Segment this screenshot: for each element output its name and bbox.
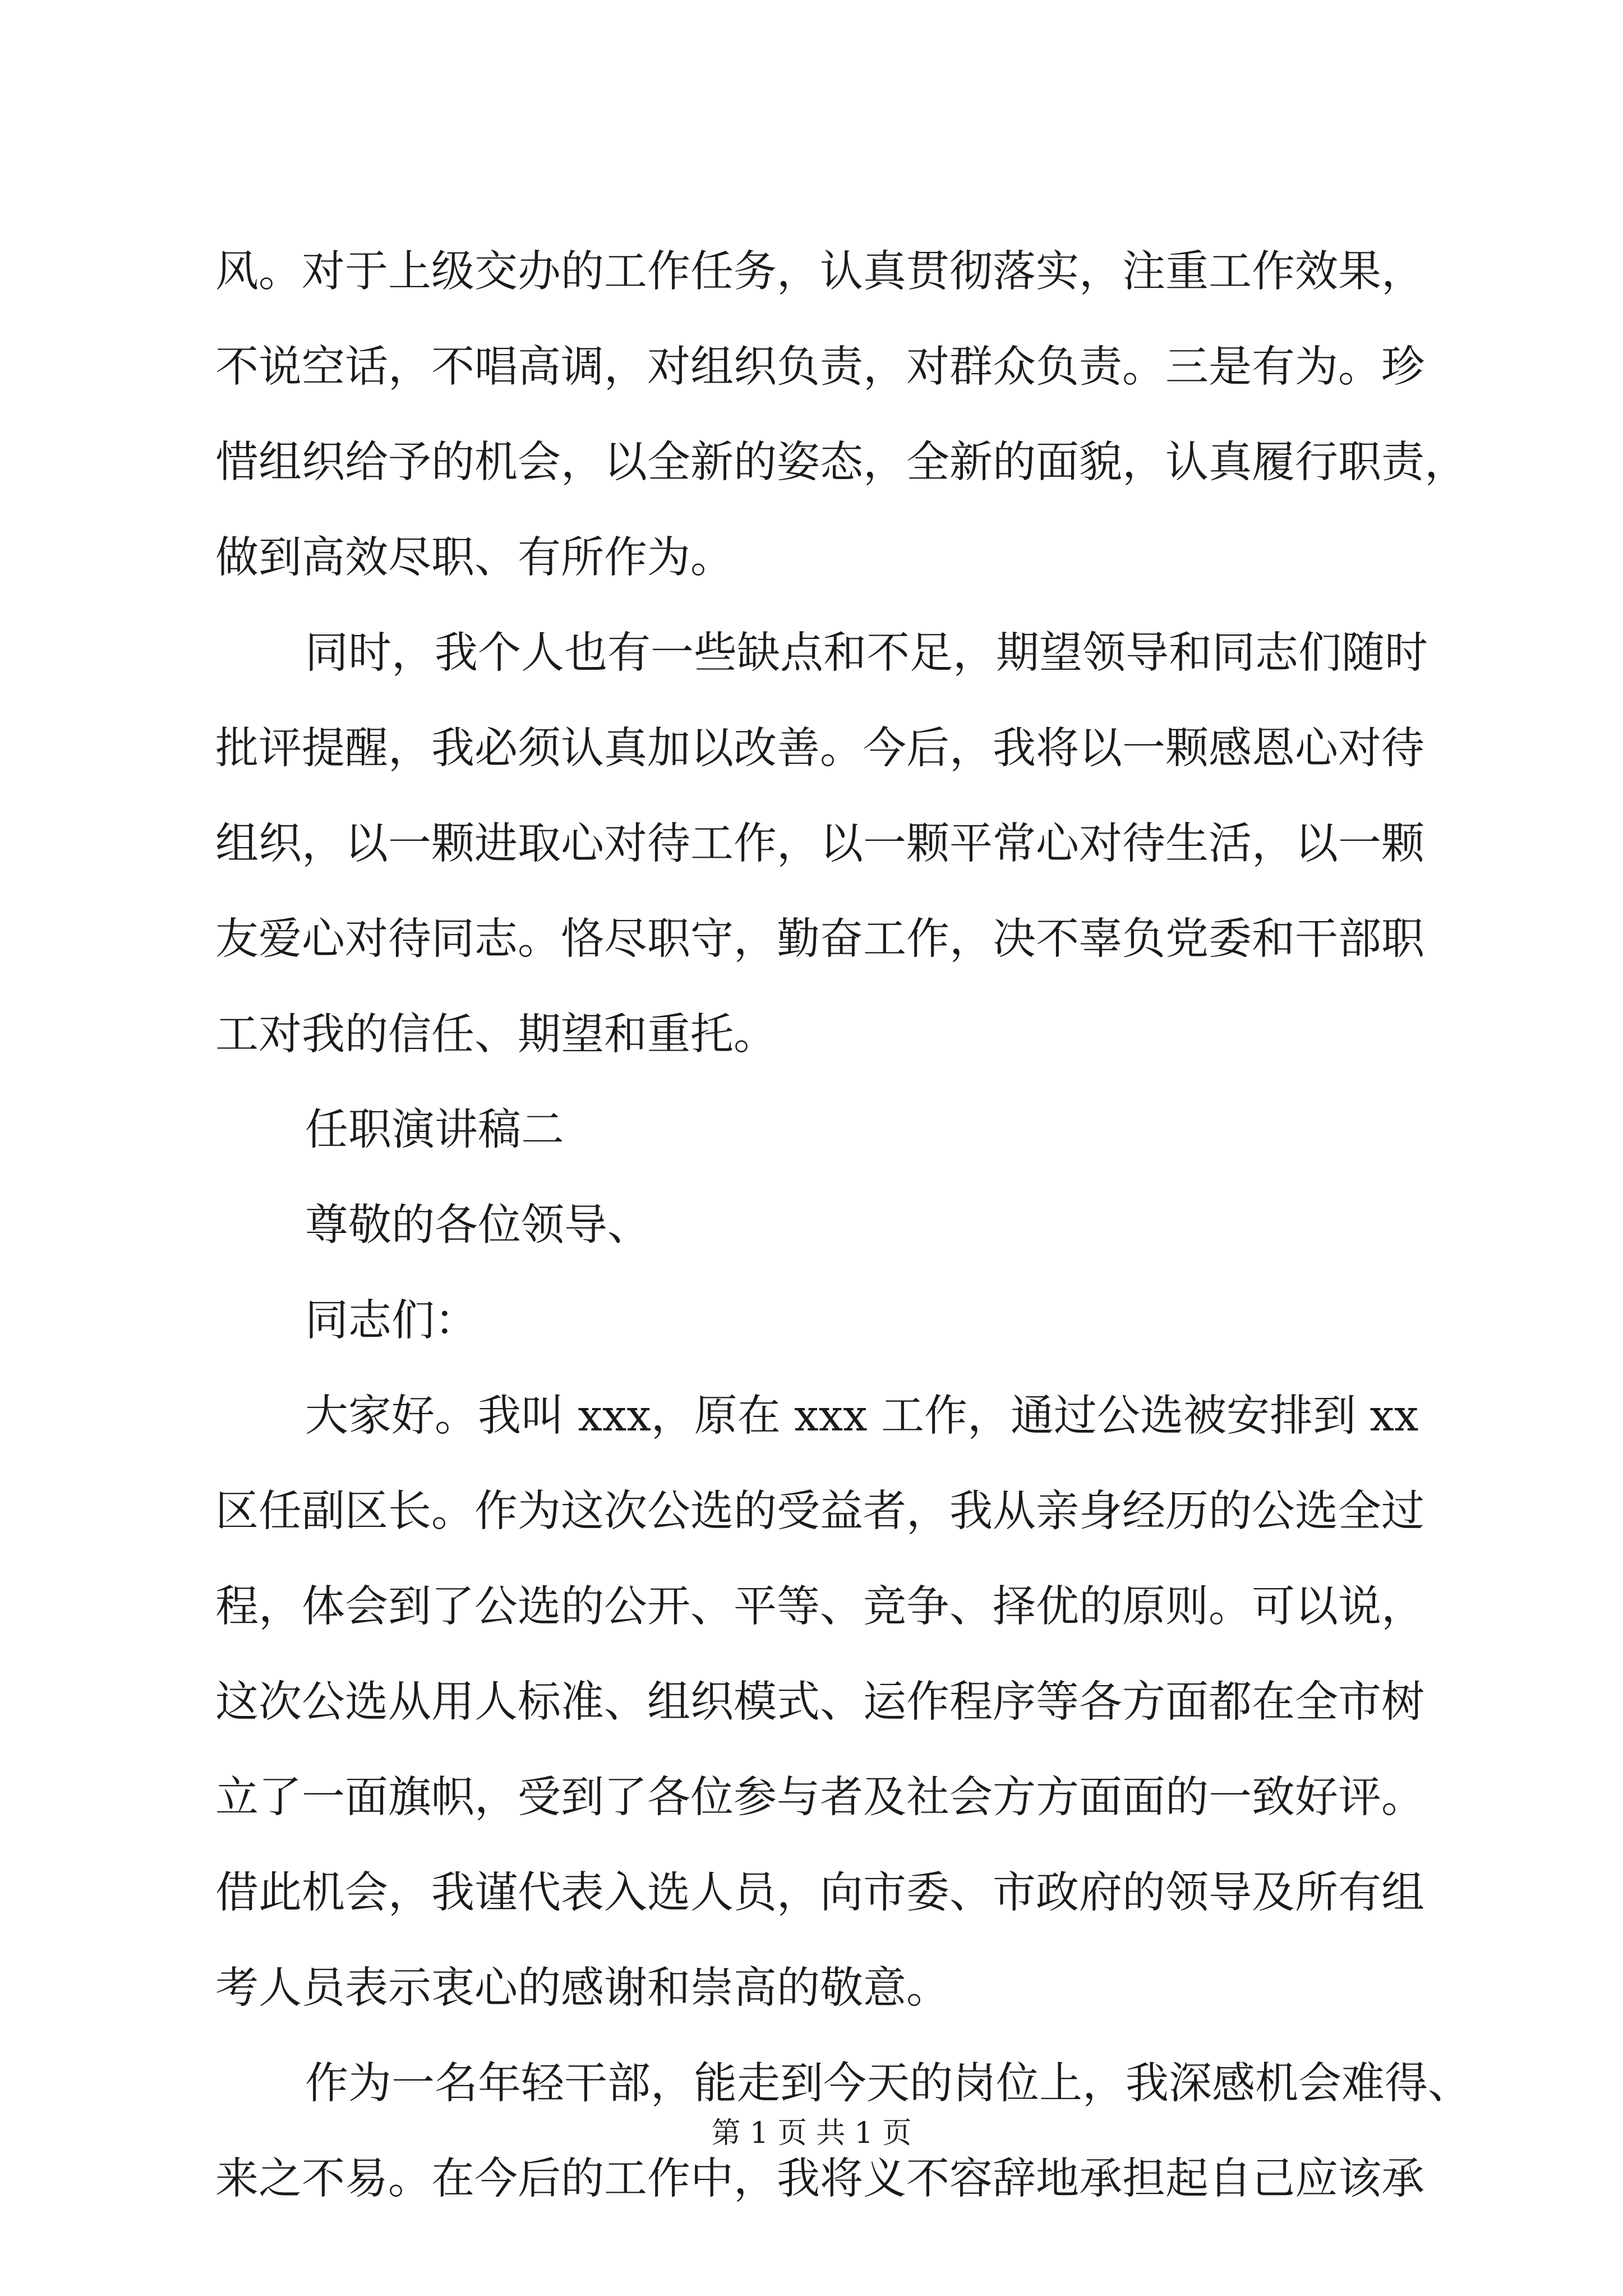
text-line: 借此机会，我谨代表入选人员，向市委、市政府的领导及所有组 xyxy=(215,1868,1424,1918)
text-line: 做到高效尽职、有所作为。 xyxy=(215,533,734,583)
text-line: 风。对于上级交办的工作任务，认真贯彻落实，注重工作效果， xyxy=(215,247,1424,297)
text-line: 考人员表示衷心的感谢和崇高的敬意。 xyxy=(215,1963,949,2013)
text-line: 组织，以一颗进取心对待工作，以一颗平常心对待生活，以一颗 xyxy=(215,819,1424,869)
text-line: 来之不易。在今后的工作中，我将义不容辞地承担起自己应该承 xyxy=(215,2154,1424,2204)
text-line: 不说空话，不唱高调，对组织负责，对群众负责。三是有为。珍 xyxy=(215,342,1424,392)
paragraph-first-line: 作为一名年轻干部，能走到今天的岗位上，我深感机会难得、 xyxy=(305,2059,1471,2109)
text-line: 立了一面旗帜，受到了各位参与者及社会方方面面的一致好评。 xyxy=(215,1773,1424,1823)
paragraph-first-line: 大家好。我叫 xxx，原在 xxx 工作，通过公选被安排到 xx xyxy=(305,1391,1419,1441)
document-body xyxy=(215,224,1471,2227)
text-line: 批评提醒，我必须认真加以改善。今后，我将以一颗感恩心对待 xyxy=(215,724,1424,774)
text-line: 程，体会到了公选的公开、平等、竞争、择优的原则。可以说， xyxy=(215,1582,1424,1632)
salutation-line: 尊敬的各位领导、 xyxy=(305,1200,651,1250)
text-line: 友爱心对待同志。恪尽职守，勤奋工作，决不辜负党委和干部职 xyxy=(215,914,1424,964)
page-footer: 第 1 页 共 1 页 xyxy=(711,2116,912,2150)
text-line: 区任副区长。作为这次公选的受益者，我从亲身经历的公选全过 xyxy=(215,1487,1424,1536)
paragraph-first-line: 同时，我个人也有一些缺点和不足，期望领导和同志们随时 xyxy=(305,628,1428,678)
section-heading: 任职演讲稿二 xyxy=(305,1105,564,1155)
text-line: 这次公选从用人标准、组织模式、运作程序等各方面都在全市树 xyxy=(215,1677,1424,1727)
text-line: 惜组织给予的机会，以全新的姿态，全新的面貌，认真履行职责， xyxy=(215,438,1468,487)
salutation-line: 同志们： xyxy=(305,1296,478,1346)
text-line: 工对我的信任、期望和重托。 xyxy=(215,1010,777,1060)
